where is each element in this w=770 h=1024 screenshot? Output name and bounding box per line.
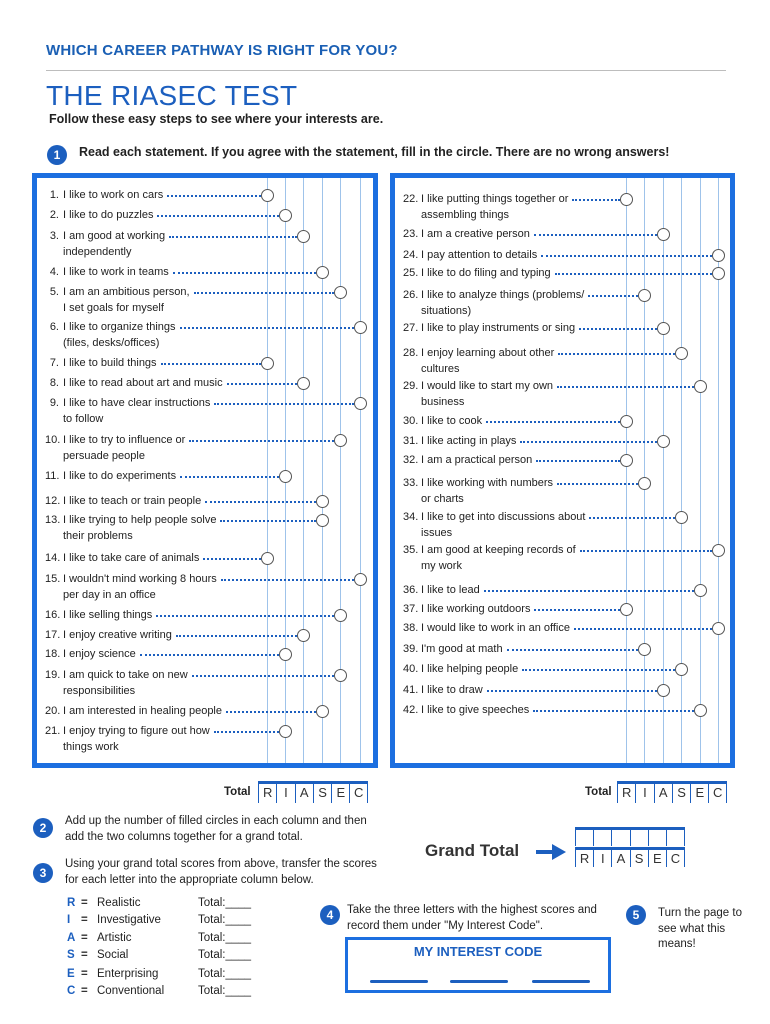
answer-bubble-artistic[interactable] bbox=[657, 435, 670, 448]
statement-number: 37. bbox=[403, 603, 419, 615]
answer-bubble-conventional[interactable] bbox=[712, 267, 725, 280]
statement-text: I like acting in plays bbox=[421, 435, 517, 447]
statement-text: I like to do experiments bbox=[63, 470, 177, 482]
statement-text: I pay attention to details bbox=[421, 249, 538, 261]
legend-equals: = bbox=[81, 932, 88, 944]
statement-number: 31. bbox=[403, 435, 419, 447]
statement-number: 38. bbox=[403, 622, 419, 634]
answer-bubble-social[interactable] bbox=[316, 266, 329, 279]
page-kicker: WHICH CAREER PATHWAY IS RIGHT FOR YOU? bbox=[46, 42, 398, 59]
leader-line bbox=[534, 609, 620, 611]
leader-line bbox=[522, 669, 675, 671]
leader-line bbox=[203, 558, 261, 560]
statement-text: I am good at keeping records of my work bbox=[421, 544, 576, 572]
column-line-r bbox=[626, 178, 627, 763]
leader-line bbox=[192, 675, 334, 677]
statement-text: I like to try to influence or persuade people bbox=[63, 434, 186, 462]
answer-bubble-social[interactable] bbox=[316, 495, 329, 508]
leader-line bbox=[189, 440, 334, 442]
leader-line bbox=[140, 654, 279, 656]
answer-bubble-enterprising[interactable] bbox=[694, 380, 707, 393]
leader-line bbox=[221, 579, 354, 581]
legend-equals: = bbox=[81, 897, 88, 909]
statement-text: I like trying to help people solve their problems bbox=[63, 514, 217, 542]
statement-number: 3. bbox=[49, 230, 59, 242]
grand-total-a[interactable]: A bbox=[611, 850, 629, 867]
leader-line bbox=[227, 383, 297, 385]
answer-bubble-social[interactable] bbox=[316, 514, 329, 527]
leader-line bbox=[507, 649, 638, 651]
statement-text: I like to read about art and music bbox=[63, 377, 223, 389]
statement-number: 20. bbox=[45, 705, 61, 717]
step-5-instruction: Turn the page to see what this means! bbox=[658, 907, 742, 950]
left-total-i[interactable]: I bbox=[276, 784, 294, 803]
leader-line bbox=[484, 590, 694, 592]
column-line-a bbox=[663, 178, 664, 763]
right-total-e[interactable]: E bbox=[690, 784, 708, 803]
legend-row-enterprising bbox=[67, 966, 267, 983]
statement-number: 25. bbox=[403, 267, 419, 279]
answer-bubble-realistic[interactable] bbox=[261, 189, 274, 202]
statement-number: 42. bbox=[403, 704, 419, 716]
answer-bubble-investigative[interactable] bbox=[279, 209, 292, 222]
statement-number: 19. bbox=[45, 669, 61, 681]
leader-line bbox=[176, 635, 297, 637]
statement-number: 24. bbox=[403, 249, 419, 261]
legend-row-social bbox=[67, 947, 267, 964]
statement-text: I like to take care of animals bbox=[63, 552, 200, 564]
answer-bubble-artistic[interactable] bbox=[657, 228, 670, 241]
statement-number: 35. bbox=[403, 544, 419, 556]
legend-letter: E bbox=[67, 968, 75, 980]
right-total-c[interactable]: C bbox=[708, 784, 726, 803]
statement-text: I like to do filing and typing bbox=[421, 267, 551, 279]
legend-name: Realistic bbox=[97, 897, 141, 909]
legend-letter: I bbox=[67, 914, 71, 926]
statement-text: I like working outdoors bbox=[421, 603, 531, 615]
header-divider bbox=[46, 70, 726, 71]
legend-name: Investigative bbox=[97, 914, 161, 926]
step-4-badge: 4 bbox=[320, 905, 340, 925]
statement-number: 22. bbox=[403, 193, 419, 205]
legend-total-blank[interactable]: Total:____ bbox=[198, 914, 252, 926]
answer-bubble-realistic[interactable] bbox=[261, 552, 274, 565]
answer-bubble-conventional[interactable] bbox=[354, 397, 367, 410]
leader-line bbox=[214, 403, 354, 405]
answer-bubble-artistic[interactable] bbox=[657, 322, 670, 335]
leader-line bbox=[579, 328, 657, 330]
step-2-instruction: Add up the number of filled circles in each column and then add the two columns together for a grand total. bbox=[65, 815, 367, 843]
statement-number: 40. bbox=[403, 663, 419, 675]
leader-line bbox=[180, 476, 279, 478]
answer-bubble-conventional[interactable] bbox=[712, 544, 725, 557]
interest-code-blank-2[interactable] bbox=[450, 980, 508, 983]
legend-total-blank[interactable]: Total:____ bbox=[198, 968, 252, 980]
page-title: THE RIASEC TEST bbox=[46, 80, 298, 111]
grand-total-r[interactable]: R bbox=[575, 850, 593, 867]
leader-line bbox=[220, 520, 316, 522]
answer-bubble-realistic[interactable] bbox=[620, 193, 633, 206]
step-1-instruction: Read each statement. If you agree with the statement, fill in the circle. There are no wrong answers! bbox=[79, 145, 670, 159]
column-line-c bbox=[360, 178, 361, 763]
column-line-c bbox=[718, 178, 719, 763]
answer-bubble-conventional[interactable] bbox=[354, 573, 367, 586]
statement-text: I like to analyze things (problems/ situations) bbox=[421, 289, 585, 317]
answer-bubble-realistic[interactable] bbox=[620, 603, 633, 616]
answer-bubble-investigative[interactable] bbox=[638, 289, 651, 302]
answer-bubble-enterprising[interactable] bbox=[694, 584, 707, 597]
statement-text: I like to work in teams bbox=[63, 266, 169, 278]
grand-total-c[interactable]: C bbox=[666, 850, 685, 867]
answer-bubble-artistic[interactable] bbox=[657, 684, 670, 697]
left-total-a[interactable]: A bbox=[295, 784, 313, 803]
answer-bubble-investigative[interactable] bbox=[279, 470, 292, 483]
statement-text: I am quick to take on new responsibilities bbox=[63, 669, 188, 697]
step-3-badge: 3 bbox=[33, 863, 53, 883]
leader-line bbox=[572, 199, 620, 201]
leader-line bbox=[533, 710, 694, 712]
column-line-i bbox=[644, 178, 645, 763]
statement-text: I like working with numbers or charts bbox=[421, 477, 554, 505]
legend-row-conventional bbox=[67, 983, 267, 1000]
grand-total-boxes bbox=[575, 827, 685, 869]
answer-bubble-social[interactable] bbox=[316, 705, 329, 718]
interest-code-blank-3[interactable] bbox=[532, 980, 590, 983]
statement-text: I like to do puzzles bbox=[63, 209, 154, 221]
legend-name: Enterprising bbox=[97, 968, 159, 980]
leader-line bbox=[194, 292, 334, 294]
statement-number: 36. bbox=[403, 584, 419, 596]
statement-text: I like to draw bbox=[421, 684, 483, 696]
left-total-label: Total bbox=[224, 786, 251, 798]
statement-number: 1. bbox=[49, 189, 59, 201]
statement-text: I enjoy creative writing bbox=[63, 629, 172, 641]
step-4-instruction: Take the three letters with the highest scores and record them under "My Interest Code". bbox=[347, 904, 597, 932]
answer-bubble-conventional[interactable] bbox=[712, 249, 725, 262]
answer-bubble-investigative[interactable] bbox=[638, 643, 651, 656]
legend-equals: = bbox=[81, 914, 88, 926]
statement-number: 8. bbox=[49, 377, 59, 389]
statement-number: 33. bbox=[403, 477, 419, 489]
leader-line bbox=[226, 711, 316, 713]
statement-text: I like to have clear instructions to follow bbox=[63, 397, 211, 425]
page-subtitle: Follow these easy steps to see where your interests are. bbox=[49, 112, 384, 126]
statement-number: 14. bbox=[45, 552, 61, 564]
leader-line bbox=[589, 517, 675, 519]
leader-line bbox=[205, 501, 316, 503]
leader-line bbox=[173, 272, 316, 274]
answer-bubble-social[interactable] bbox=[675, 511, 688, 524]
answer-bubble-investigative[interactable] bbox=[638, 477, 651, 490]
leader-line bbox=[486, 421, 620, 423]
leader-line bbox=[169, 236, 297, 238]
leader-line bbox=[534, 234, 657, 236]
statement-number: 6. bbox=[49, 321, 59, 333]
leader-line bbox=[555, 273, 712, 275]
statement-number: 10. bbox=[45, 434, 61, 446]
answer-bubble-enterprising[interactable] bbox=[334, 434, 347, 447]
statement-number: 5. bbox=[49, 286, 59, 298]
answer-bubble-artistic[interactable] bbox=[297, 629, 310, 642]
answer-bubble-social[interactable] bbox=[675, 347, 688, 360]
statement-number: 27. bbox=[403, 322, 419, 334]
statement-text: I like to give speeches bbox=[421, 704, 530, 716]
statement-number: 4. bbox=[49, 266, 59, 278]
leader-line bbox=[161, 363, 261, 365]
legend-letter: S bbox=[67, 949, 75, 961]
statement-text: I like to get into discussions about issues bbox=[421, 511, 586, 539]
legend-equals: = bbox=[81, 949, 88, 961]
statement-text: I like to organize things (files, desks/offices) bbox=[63, 321, 176, 349]
leader-line bbox=[558, 353, 675, 355]
grand-total-label: Grand Total bbox=[425, 841, 520, 860]
statements-panel-left bbox=[32, 173, 378, 768]
statement-number: 23. bbox=[403, 228, 419, 240]
step-3-instruction: Using your grand total scores from above, transfer the scores for each letter into the appropriate column below. bbox=[65, 858, 377, 886]
answer-bubble-realistic[interactable] bbox=[620, 454, 633, 467]
answer-bubble-realistic[interactable] bbox=[620, 415, 633, 428]
statement-number: 21. bbox=[45, 725, 61, 737]
statement-text: I like to teach or train people bbox=[63, 495, 202, 507]
step-2-badge: 2 bbox=[33, 818, 53, 838]
answer-bubble-enterprising[interactable] bbox=[694, 704, 707, 717]
legend-equals: = bbox=[81, 968, 88, 980]
statement-number: 28. bbox=[403, 347, 419, 359]
statement-text: I enjoy learning about other cultures bbox=[421, 347, 555, 375]
legend-total-blank[interactable]: Total:____ bbox=[198, 897, 252, 909]
statement-text: I like to work on cars bbox=[63, 189, 164, 201]
leader-line bbox=[574, 628, 712, 630]
statement-text: I am an ambitious person, I set goals for myself bbox=[63, 286, 190, 314]
statement-number: 13. bbox=[45, 514, 61, 526]
statement-number: 11. bbox=[45, 470, 60, 482]
legend-row-investigative bbox=[67, 912, 267, 929]
leader-line bbox=[588, 295, 638, 297]
statement-number: 26. bbox=[403, 289, 419, 301]
legend-row-artistic bbox=[67, 930, 267, 947]
leader-line bbox=[541, 255, 712, 257]
right-total-a[interactable]: A bbox=[654, 784, 672, 803]
grand-total-i[interactable]: I bbox=[593, 850, 611, 867]
statement-text: I'm good at math bbox=[421, 643, 503, 655]
statement-number: 7. bbox=[49, 357, 59, 369]
left-total-r[interactable]: R bbox=[258, 784, 276, 803]
statement-text: I like selling things bbox=[63, 609, 153, 621]
left-total-c[interactable]: C bbox=[349, 784, 367, 803]
column-line-e bbox=[700, 178, 701, 763]
legend-letter: R bbox=[67, 897, 76, 909]
statement-number: 12. bbox=[45, 495, 61, 507]
statement-text: I like to play instruments or sing bbox=[421, 322, 576, 334]
statement-text: I am a creative person bbox=[421, 228, 530, 240]
answer-bubble-enterprising[interactable] bbox=[334, 669, 347, 682]
statement-number: 39. bbox=[403, 643, 419, 655]
legend-letter: A bbox=[67, 932, 76, 944]
statement-text: I like to build things bbox=[63, 357, 157, 369]
step-1-badge: 1 bbox=[47, 145, 67, 165]
legend-name: Social bbox=[97, 949, 129, 961]
legend-total-blank[interactable]: Total:____ bbox=[198, 985, 252, 997]
statement-number: 29. bbox=[403, 380, 419, 392]
leader-line bbox=[156, 615, 334, 617]
left-total-boxes bbox=[258, 781, 368, 803]
answer-bubble-social[interactable] bbox=[675, 663, 688, 676]
step-5-badge: 5 bbox=[626, 905, 646, 925]
leader-line bbox=[536, 460, 620, 462]
interest-code-blank-1[interactable] bbox=[370, 980, 428, 983]
right-total-i[interactable]: I bbox=[635, 784, 653, 803]
legend-name: Artistic bbox=[97, 932, 132, 944]
legend-total-blank[interactable]: Total:____ bbox=[198, 949, 252, 961]
statement-number: 18. bbox=[45, 648, 61, 660]
leader-line bbox=[167, 195, 261, 197]
statement-number: 15. bbox=[45, 573, 61, 585]
answer-bubble-investigative[interactable] bbox=[279, 648, 292, 661]
statement-number: 30. bbox=[403, 415, 419, 427]
statement-number: 32. bbox=[403, 454, 419, 466]
right-total-r[interactable]: R bbox=[617, 784, 635, 803]
statement-text: I like helping people bbox=[421, 663, 519, 675]
statement-number: 17. bbox=[45, 629, 61, 641]
answer-bubble-enterprising[interactable] bbox=[334, 286, 347, 299]
grand-total-e[interactable]: E bbox=[648, 850, 666, 867]
left-total-s[interactable]: S bbox=[313, 784, 331, 803]
right-total-s[interactable]: S bbox=[672, 784, 690, 803]
answer-bubble-artistic[interactable] bbox=[297, 377, 310, 390]
grand-total-s[interactable]: S bbox=[630, 850, 648, 867]
statement-text: I like to lead bbox=[421, 584, 480, 596]
answer-bubble-enterprising[interactable] bbox=[334, 609, 347, 622]
leader-line bbox=[557, 483, 638, 485]
statement-number: 34. bbox=[403, 511, 419, 523]
left-total-e[interactable]: E bbox=[331, 784, 349, 803]
interest-code-title: MY INTEREST CODE bbox=[413, 944, 543, 959]
leader-line bbox=[180, 327, 354, 329]
statement-text: I am a practical person bbox=[421, 454, 533, 466]
statement-number: 41. bbox=[403, 684, 419, 696]
arrow-right-icon bbox=[536, 844, 566, 860]
legend-name: Conventional bbox=[97, 985, 165, 997]
statement-text: I like to cook bbox=[421, 415, 483, 427]
statements-panel-right bbox=[390, 173, 735, 768]
leader-line bbox=[557, 386, 694, 388]
interest-code-box bbox=[345, 937, 611, 993]
leader-line bbox=[214, 731, 279, 733]
statement-text: I enjoy science bbox=[63, 648, 136, 660]
right-total-boxes bbox=[617, 781, 727, 803]
legend-letter: C bbox=[67, 985, 76, 997]
statement-text: I like putting things together or assembling things bbox=[421, 193, 569, 221]
leader-line bbox=[487, 690, 657, 692]
leader-line bbox=[157, 215, 279, 217]
answer-bubble-realistic[interactable] bbox=[261, 357, 274, 370]
statement-number: 16. bbox=[45, 609, 61, 621]
statement-text: I wouldn't mind working 8 hours per day in an office bbox=[63, 573, 217, 601]
right-total-label: Total bbox=[585, 786, 612, 798]
statement-text: I enjoy trying to figure out how things work bbox=[63, 725, 210, 753]
statement-number: 2. bbox=[49, 209, 59, 221]
statement-text: I am interested in healing people bbox=[63, 705, 222, 717]
statement-text: I am good at working independently bbox=[63, 230, 166, 258]
answer-bubble-conventional[interactable] bbox=[354, 321, 367, 334]
legend-equals: = bbox=[81, 985, 88, 997]
answer-bubble-artistic[interactable] bbox=[297, 230, 310, 243]
answer-bubble-conventional[interactable] bbox=[712, 622, 725, 635]
leader-line bbox=[520, 441, 657, 443]
legend-total-blank[interactable]: Total:____ bbox=[198, 932, 252, 944]
legend-row-realistic bbox=[67, 895, 267, 912]
leader-line bbox=[580, 550, 712, 552]
statement-number: 9. bbox=[49, 397, 59, 409]
statement-text: I would like to start my own business bbox=[421, 380, 554, 408]
statement-text: I would like to work in an office bbox=[421, 622, 570, 634]
answer-bubble-investigative[interactable] bbox=[279, 725, 292, 738]
